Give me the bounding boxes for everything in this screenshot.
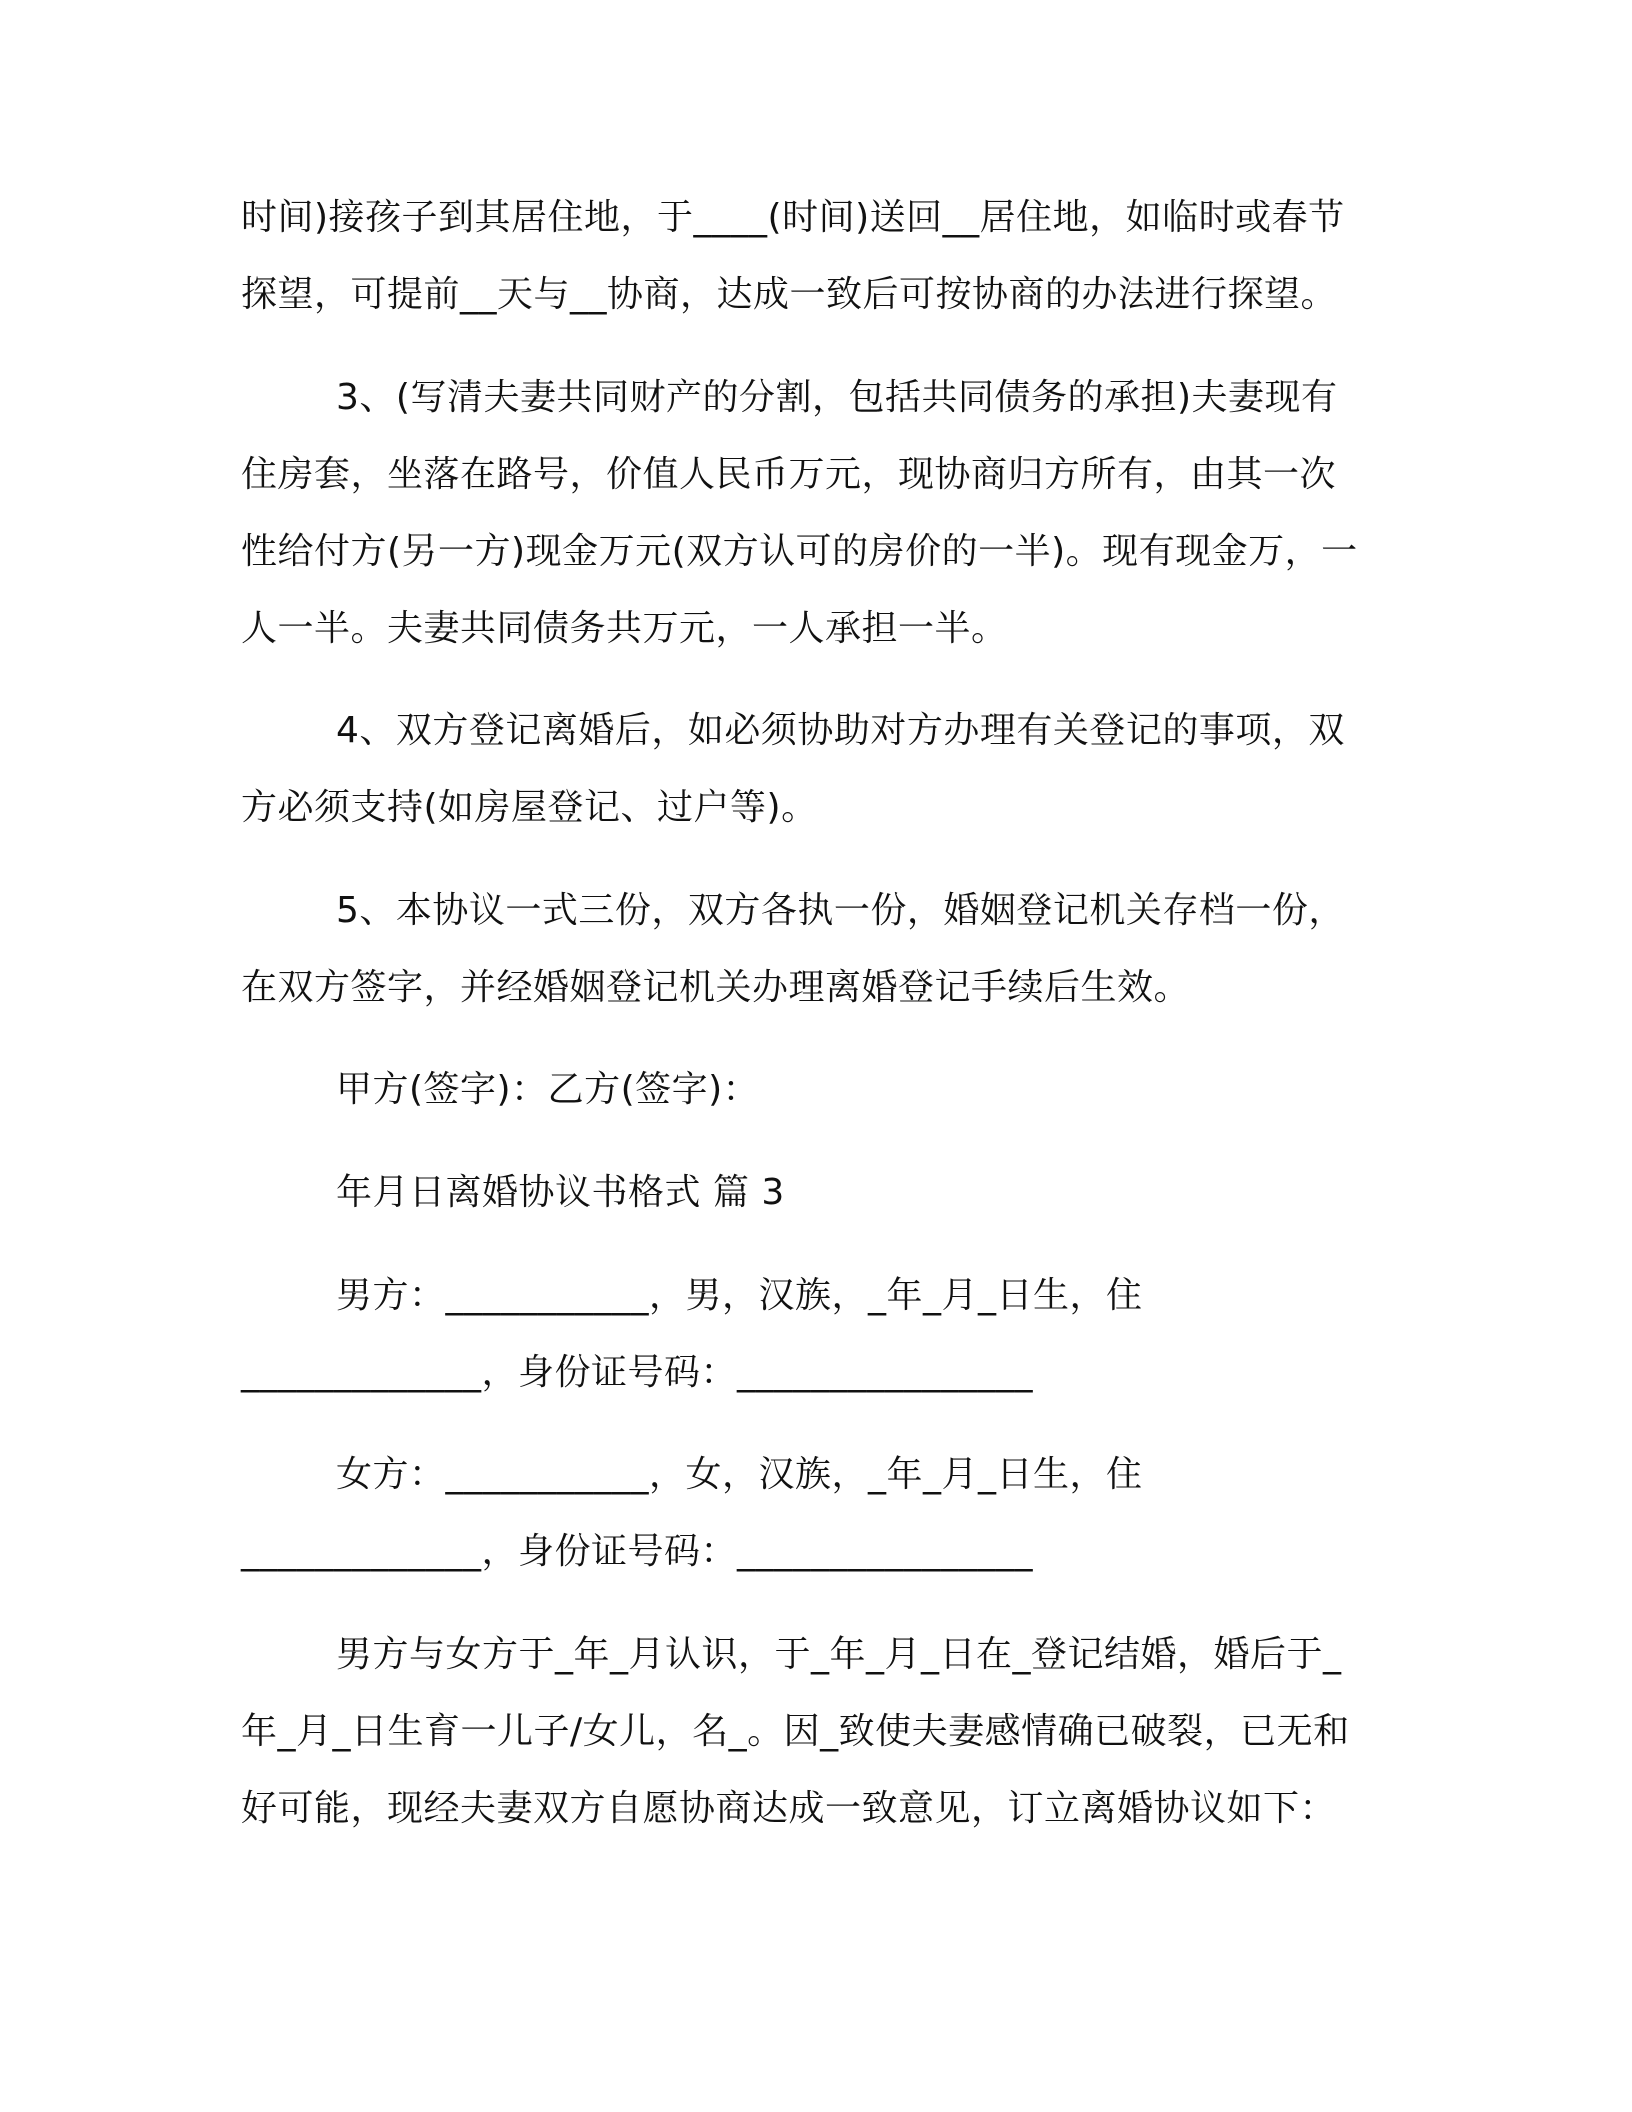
text-line: 好可能，现经夫妻双方自愿协商达成一致意见，订立离婚协议如下： bbox=[241, 1788, 1337, 1829]
text-line: 年_月_日生育一儿子/女儿，名_。因_致使夫妻感情确已破裂，已无和 bbox=[241, 1711, 1350, 1752]
text-line: 男方：___________，男，汉族，_年_月_日生，住 bbox=[336, 1275, 1143, 1316]
text-line: 女方：___________，女，汉族，_年_月_日生，住 bbox=[336, 1454, 1143, 1495]
section-heading: 年月日离婚协议书格式 篇 3 bbox=[336, 1172, 785, 1213]
text-line: 探望，可提前__天与__协商，达成一致后可按协商的办法进行探望。 bbox=[241, 274, 1338, 315]
text-line: 在双方签字，并经婚姻登记机关办理离婚登记手续后生效。 bbox=[241, 967, 1191, 1008]
text-line: 住房套，坐落在路号，价值人民币万元，现协商归方所有，由其一次 bbox=[241, 454, 1337, 495]
text-line: 时间)接孩子到其居住地，于____(时间)送回__居住地，如临时或春节 bbox=[241, 197, 1345, 238]
text-line: 性给付方(另一方)现金万元(双方认可的房价的一半)。现有现金万，一 bbox=[241, 531, 1358, 572]
text-line: 男方与女方于_年_月认识，于_年_月_日在_登记结婚，婚后于_ bbox=[336, 1634, 1342, 1675]
signature-line: 甲方(签字)：乙方(签字)： bbox=[336, 1069, 760, 1110]
text-line: 3、(写清夫妻共同财产的分割，包括共同债务的承担)夫妻现有 bbox=[336, 377, 1338, 418]
text-line: _____________，身份证号码：________________ bbox=[241, 1352, 1034, 1393]
text-line: 方必须支持(如房屋登记、过户等)。 bbox=[241, 787, 818, 828]
text-line: 人一半。夫妻共同债务共万元，一人承担一半。 bbox=[241, 608, 1008, 649]
text-line: _____________，身份证号码：________________ bbox=[241, 1531, 1034, 1572]
text-line: 5、本协议一式三份，双方各执一份，婚姻登记机关存档一份， bbox=[336, 890, 1345, 931]
text-line: 4、双方登记离婚后，如必须协助对方办理有关登记的事项，双 bbox=[336, 710, 1345, 751]
